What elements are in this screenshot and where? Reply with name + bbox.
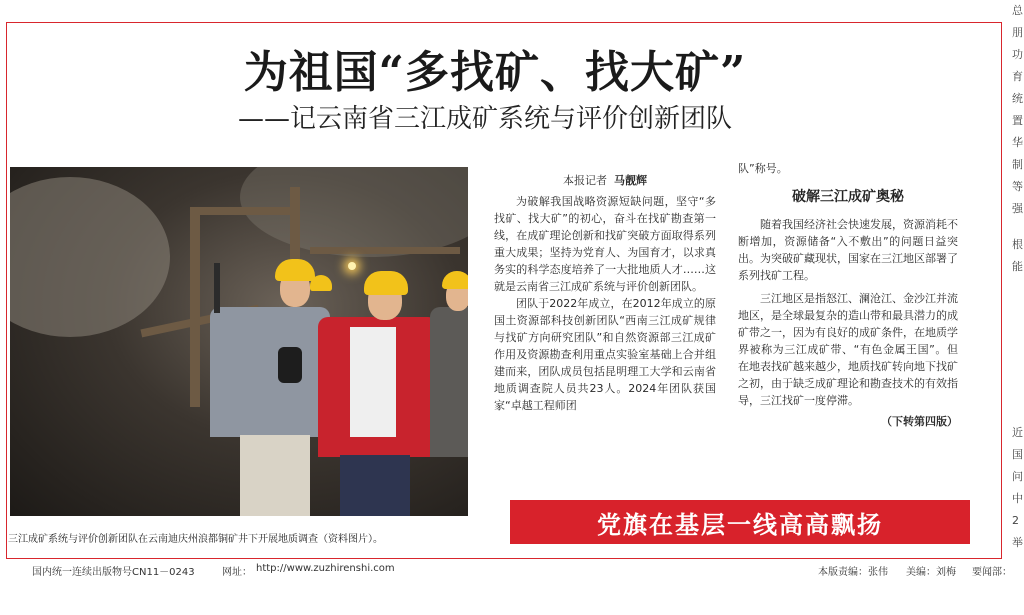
footer-website-link[interactable]: http://www.zuzhirenshi.com [256, 563, 395, 574]
paragraph-2: 团队于2022年成立，在2012年成立的原国土资源部科技创新团队“西南三江成矿规律与找矿方向研究团队”和自然资源部三江成矿作用及资源勘查利用重点实验室基础上合并组建而来，团队成员包括昆明理工大学和云南省地质调查院人员共23人。2024年团队获国家“卓越工程师团 [494, 297, 716, 412]
paragraph-1: 为破解我国战略资源短缺问题，坚守“多找矿、找大矿”的初心，奋斗在找矿勘查第一线，在成矿理论创新和找矿突破方面取得系列重大成果；坚持为党育人、为国育才，以求真务实的科学态度培养了一大批地质人才……这就是云南省三江成矿系统与评价创新团队。 [494, 195, 716, 293]
footer-issn: 国内统一连续出版物号CN11－0243 [32, 567, 195, 578]
footer-website-label: 网址： [222, 567, 252, 578]
paragraph-3: 随着我国经济社会快速发展，资源消耗不断增加，资源储备“入不敷出”的问题日益突出。为突破矿藏现状，国家在三江地区部署了系列找矿工程。 [738, 218, 958, 282]
mine-photo [10, 167, 468, 516]
article-column-2 [738, 160, 958, 430]
article-title: 为祖国“多找矿、找大矿” [243, 47, 747, 98]
footer-designer: 美编：刘梅 [906, 567, 956, 578]
byline-prefix: 本报记者 [563, 174, 607, 187]
paragraph-continuation: 队”称号。 [738, 162, 788, 175]
byline-name: 马靓辉 [614, 174, 647, 187]
article-subtitle: ——记云南省三江成矿系统与评价创新团队 [237, 104, 732, 134]
footer-editor: 本版责编：张伟 [818, 567, 888, 578]
footer-proof: 要闻部： [972, 567, 1012, 578]
adjacent-column-top: 总 朋 功 育 统 置 华 制 等 强 根 能 [1012, 4, 1023, 273]
byline [494, 172, 716, 189]
adjacent-column-bottom: 近 国 问 中 2 举 [1012, 426, 1023, 549]
turn-page-note: （下转第四版） [881, 415, 958, 428]
paragraph-4: 三江地区是指怒江、澜沧江、金沙江并流地区，是全球最复杂的造山带和最具潜力的成矿带之一，因为有良好的成矿条件，在地质学界被称为三江成矿带、“有色金属王国”。但在地表找矿越来越少，地质找矿转向地下找矿之初，由于缺乏成矿理论和勘查技术的有效指导，三江找矿一度停滞。 [738, 292, 958, 407]
headline-banner: 党旗在基层一线高高飘扬 [510, 500, 970, 544]
photo-caption: 三江成矿系统与评价创新团队在云南迪庆州浪都铜矿井下开展地质调查（资料图片）。 [8, 534, 383, 545]
page-footer [0, 563, 1024, 577]
article-column-1 [494, 172, 716, 414]
section-heading: 破解三江成矿奥秘 [792, 189, 904, 205]
